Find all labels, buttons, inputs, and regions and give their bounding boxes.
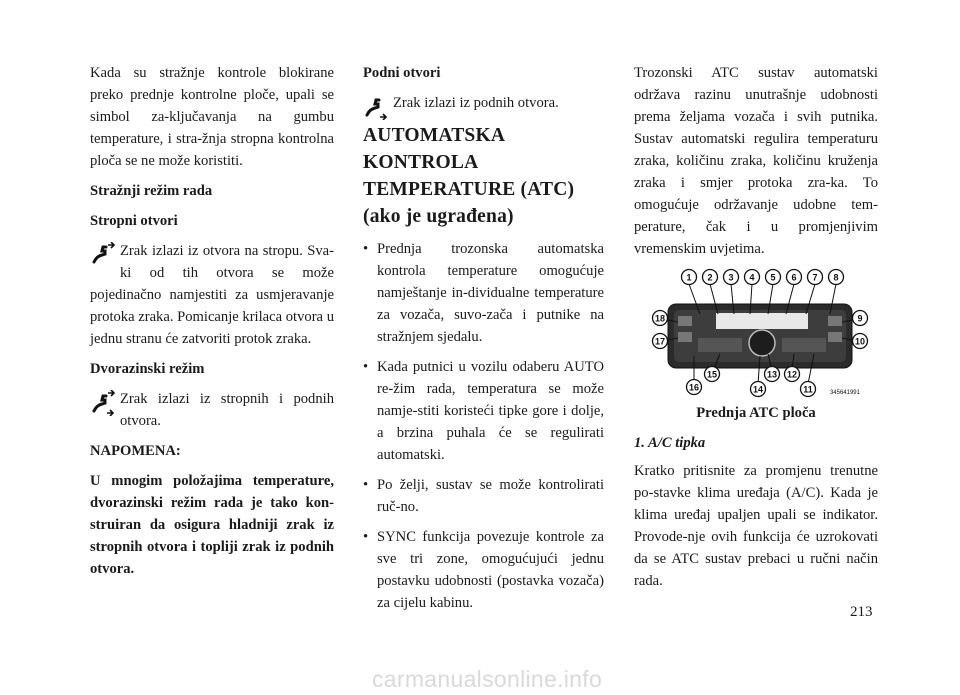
callout-18: 18 <box>654 313 666 324</box>
callout-6: 6 <box>791 272 797 283</box>
column-middle <box>363 62 604 622</box>
callout-11: 11 <box>803 384 813 395</box>
callout-2: 2 <box>707 272 713 283</box>
floor-mode-icon <box>363 94 389 120</box>
callout-13: 13 <box>766 369 778 380</box>
callout-17: 17 <box>654 336 666 347</box>
callout-9: 9 <box>857 313 863 324</box>
callout-12: 12 <box>786 369 798 380</box>
item1-title: 1. A/C tipka <box>634 435 706 451</box>
callout-3: 3 <box>728 272 734 283</box>
callout-10: 10 <box>854 336 866 347</box>
callout-15: 15 <box>706 369 718 380</box>
page-number: 213 <box>850 604 873 620</box>
column-right <box>634 62 878 600</box>
bilevel-heading: Dvorazinski režim <box>90 361 205 377</box>
ceiling-vents-heading: Stropni otvori <box>90 213 178 229</box>
list-item: • Po želji, sustav se može kontrolirati ruč-no. <box>363 477 604 515</box>
list-item: • Kada putnici u vozilu odaberu AUTO re-žim rada, temperatura se može namje-stiti koristeći tipke gore i dolje, a brzina puhala će se regulirati automatski. <box>363 359 604 463</box>
column-left <box>90 62 334 588</box>
rear-mode-heading: Stražnji režim rada <box>90 183 213 199</box>
floor-vents-paragraph <box>363 92 604 114</box>
callout-4: 4 <box>749 272 755 283</box>
atc-panel-diagram <box>634 268 878 398</box>
callout-7: 7 <box>812 272 818 283</box>
atc-bullet-list <box>363 238 604 614</box>
floor-vents-heading: Podni otvori <box>363 65 441 81</box>
atc-intro-paragraph: Trozonski ATC sustav automatski održava razinu unutrašnje udobnosti prema željama vozača i svih putnika. Sustav automatski regulira temperaturu zraka, količinu zraka, količinu kruženja zraka i smjer protoka zra-ka. To omogućuje održavanje udobne tem-perature, čak i u promjenjivim vremenskim uvjetima. <box>634 65 878 257</box>
atc-panel-figure <box>634 268 878 398</box>
list-item: • SYNC funkcija povezuje kontrole za sve tri zone, omogućujući jednu postavku udobnosti (postavka vozača) za cijelu kabinu. <box>363 529 604 611</box>
bilevel-paragraph <box>90 388 334 432</box>
callout-16: 16 <box>688 382 700 393</box>
rear-lock-paragraph: Kada su stražnje kontrole blokirane preko prednje kontrolne ploče, upali se simbol za-ključavanja na gumbu temperature, i stra-žnja stropna kontrolna ploča se ne može koristiti. <box>90 65 334 169</box>
callout-5: 5 <box>770 272 776 283</box>
panel-mode-icon <box>90 242 116 268</box>
floor-vents-text: Zrak izlazi iz podnih otvora. <box>393 95 559 111</box>
ceiling-vents-text: Zrak izlazi iz otvora na stropu. Sva-ki od tih otvora se može pojedinačno namjestiti za usmjeravanje protoka zraka. Pomicanje krilaca otvora u jednu stranu će zatvoriti protok zraka. <box>90 243 334 347</box>
watermark: carmanualsonline.info <box>372 666 603 692</box>
callout-1: 1 <box>686 272 692 283</box>
bilevel-text: Zrak izlazi iz stropnih i podnih otvora. <box>120 391 334 429</box>
list-item: • Prednja trozonska automatska kontrola temperature omogućuje namještanje in-dividualne temperature za vozača, suvo-zača i putnike na stražnjem sjedalu. <box>363 241 604 345</box>
section-title: AUTOMATSKA KONTROLA TEMPERATURE (ATC) (ako je ugrađena) <box>363 125 575 227</box>
callout-8: 8 <box>833 272 839 283</box>
callout-14: 14 <box>752 384 764 395</box>
figure-caption: Prednja ATC ploča <box>696 405 816 421</box>
item1-text: Kratko pritisnite za promjenu trenutne po-stavke klima uređaja (A/C). Kada je klima uređaj upaljen upali se indikator. Provode-nje ovih funkcija će uzrokovati da se ATC sustav prebaci u ručni način rada. <box>634 463 878 589</box>
note-title: NAPOMENA: <box>90 443 181 459</box>
note-text: U mnogim položajima temperature, dvorazinski režim rada je tako kon-struiran da osigura hladniji zrak iz stropnih otvora i topliji zrak iz podnih otvora. <box>90 473 334 577</box>
bilevel-mode-icon <box>90 390 116 416</box>
ceiling-vents-paragraph <box>90 240 334 350</box>
figure-code: 345641991 <box>829 390 860 396</box>
